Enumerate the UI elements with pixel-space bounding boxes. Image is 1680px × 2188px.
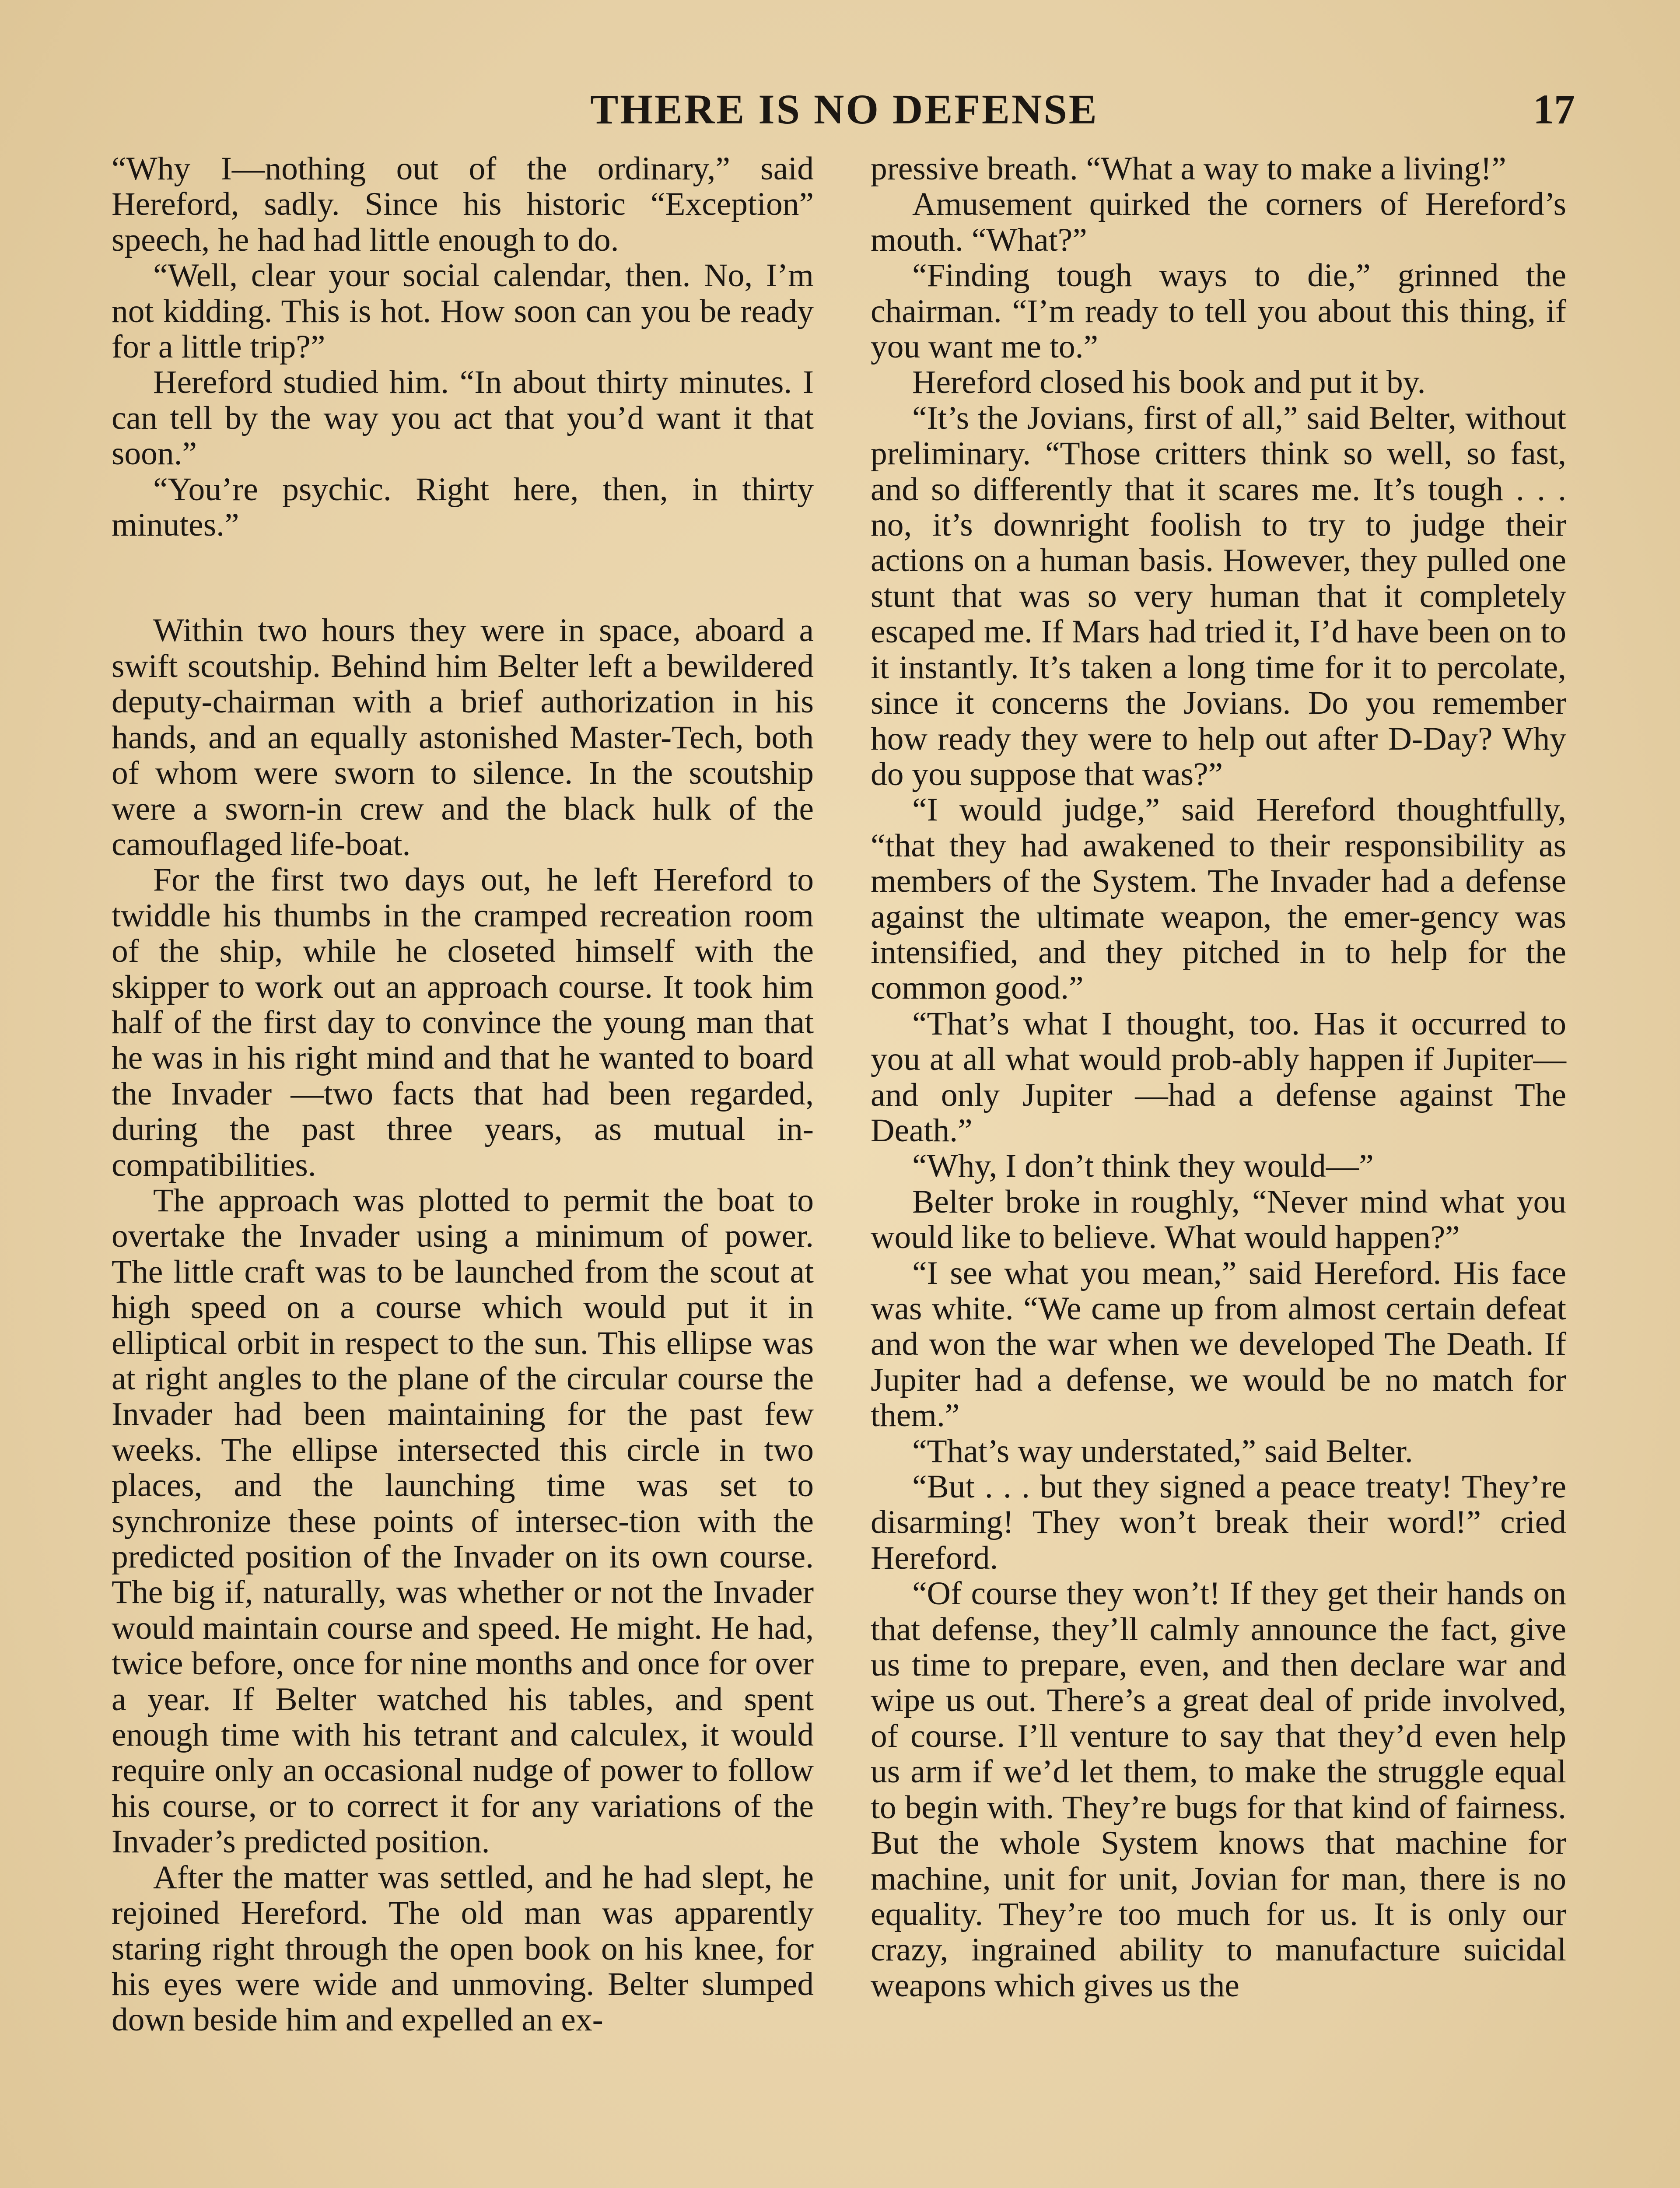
paragraph: Belter broke in roughly, “Never mind what you would like to believe. What would happen?”	[871, 1183, 1566, 1256]
paragraph: Amusement quirked the corners of Hereford’s mouth. “What?”	[871, 186, 1566, 258]
paragraph: “Finding tough ways to die,” grinned the chairman. “I’m ready to tell you about this thing, if you want me to.”	[871, 257, 1566, 365]
paragraph: The approach was plotted to permit the boat to overtake the Invader using a minimum of power. The little craft was to be launched from the scout at high speed on a course which would put it in elliptical orbit in respect to the sun. This ellipse was at right angles to the plane of the circular course the Invader had been maintaining for the past few weeks. The ellipse intersected this circle in two places, and the launching time was set to synchronize these points of intersec-tion with the predicted position of the Invader on its own course. The big if, naturally, was whether or not the Invader would maintain course and speed. He might. He had, twice before, once for nine months and once for over a year. If Belter watched his tables, and spent enough time with his tetrant and calculex, it would require only an occasional nudge of power to follow his course, or to correct it for any variations of the Invader’s predicted position.	[112, 1182, 814, 1860]
paragraph: “That’s what I thought, too. Has it occurred to you at all what would prob-ably happen if Jupiter—and only Jupiter —had a defense against The Death.”	[871, 1005, 1566, 1149]
right-column	[871, 151, 1566, 2003]
paragraph: “I would judge,” said Hereford thoughtfully, “that they had awakened to their responsibility as members of the System. The Invader had a defense against the ultimate weapon, the emer-gency was intensified, and they pitched in to help for the common good.”	[871, 792, 1566, 1006]
paragraph: For the first two days out, he left Hereford to twiddle his thumbs in the cramped recreation room of the ship, while he closeted himself with the skipper to work out an approach course. It took him half of the first day to convince the young man that he was in his right mind and that he wanted to board the Invader —two facts that had been regarded, during the past three years, as mutual in-compatibilities.	[112, 862, 814, 1183]
paragraph: “That’s way understated,” said Belter.	[912, 1433, 1413, 1469]
page-number: 17	[1533, 86, 1575, 133]
paragraph: “I see what you mean,” said Hereford. His face was white. “We came up from almost certain defeat and won the war when we developed The Death. If Jupiter had a defense, we would be no match for them.”	[871, 1255, 1566, 1434]
paragraph: Hereford studied him. “In about thirty minutes. I can tell by the way you act that you’d want it that soon.”	[112, 364, 814, 472]
running-title: THERE IS NO DEFENSE	[590, 86, 1099, 133]
paragraph: “It’s the Jovians, first of all,” said Belter, without preliminary. “Those critters think so well, so fast, and so differently that it scares me. It’s tough . . . no, it’s downright foolish to try to judge their actions on a human basis. However, they pulled one stunt that was so very human that it completely escaped me. If Mars had tried it, I’d have been on to it instantly. It’s taken a long time for it to percolate, since it concerns the Jovians. Do you remember how ready they were to help out after D-Day? Why do you suppose that was?”	[871, 400, 1566, 792]
page-header	[114, 83, 1575, 136]
paragraph: “You’re psychic. Right here, then, in thirty minutes.”	[112, 471, 814, 543]
paragraph: “Why, I don’t think they would—”	[912, 1148, 1374, 1185]
paragraph: “Well, clear your social calendar, then. No, I’m not kidding. This is hot. How soon can you be ready for a little trip?”	[112, 257, 814, 365]
paragraph: After the matter was settled, and he had slept, he rejoined Hereford. The old man was apparently staring right through the open book on his knee, for his eyes were wide and unmoving. Belter slumped down beside him and expelled an ex-	[112, 1859, 814, 2038]
paragraph: “Of course they won’t! If they get their hands on that defense, they’ll calmly announce the fact, give us time to prepare, even, and then declare war and wipe us out. There’s a great deal of pride involved, of course. I’ll venture to say that they’d even help us arm if we’d let them, to make the struggle equal to begin with. They’re bugs for that kind of fairness. But the whole System knows that machine for machine, unit for unit, Jovian for man, there is no equality. They’re too much for us. It is only our crazy, ingrained ability to manufacture suicidal weapons which gives us the	[871, 1575, 1566, 2004]
left-column	[112, 151, 814, 2038]
paragraph: pressive breath. “What a way to make a living!”	[871, 151, 1506, 187]
paragraph: Hereford closed his book and put it by.	[912, 364, 1426, 401]
paragraph: Within two hours they were in space, aboard a swift scoutship. Behind him Belter left a bewildered deputy-chairman with a brief authorization in his hands, and an equally astonished Master-Tech, both of whom were sworn to silence. In the scoutship were a sworn-in crew and the black hulk of the camouflaged life-boat.	[112, 612, 814, 863]
paragraph: “But . . . but they signed a peace treaty! They’re disarming! They won’t break their word!” cried Hereford.	[871, 1469, 1566, 1576]
section-break	[112, 543, 814, 613]
paragraph: “Why I—nothing out of the ordinary,” said Hereford, sadly. Since his historic “Exception” speech, he had had little enough to do.	[112, 151, 814, 258]
